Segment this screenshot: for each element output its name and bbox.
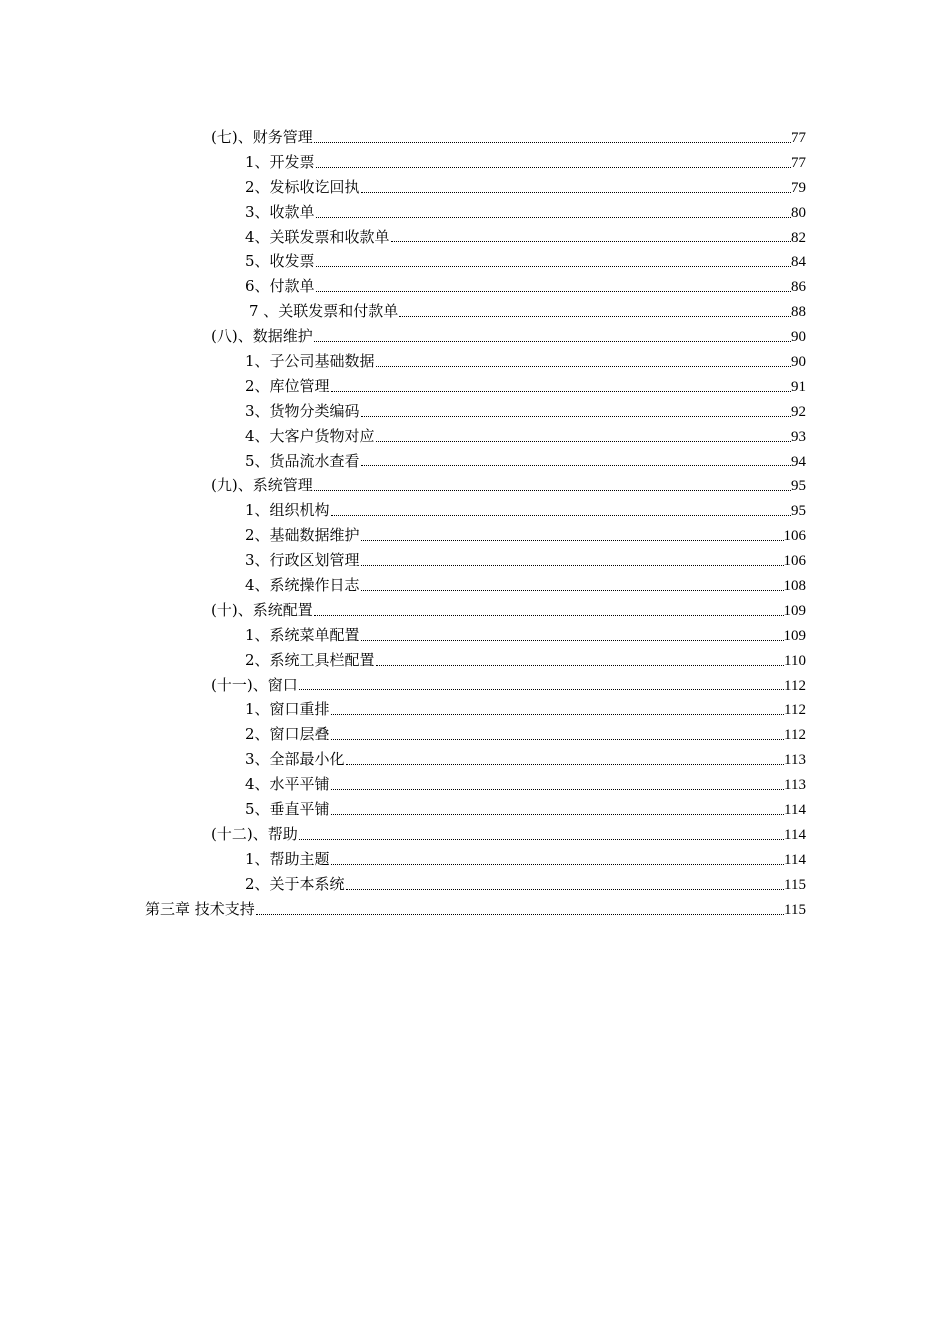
- toc-entry-label: (七)、财务管理: [211, 128, 313, 146]
- toc-entry[interactable]: [0, 125, 950, 150]
- toc-entry[interactable]: [0, 548, 950, 573]
- toc-dot-leader: [361, 523, 784, 548]
- toc-entry[interactable]: [0, 747, 950, 772]
- toc-dot-leader: [376, 349, 791, 374]
- toc-entry-label: 4、关联发票和收款单: [245, 227, 390, 246]
- toc-dot-leader: [399, 299, 791, 324]
- toc-entry[interactable]: [0, 797, 950, 822]
- toc-dot-leader: [331, 797, 785, 822]
- toc-entry-label: 3、收款单: [245, 202, 315, 221]
- toc-entry[interactable]: [0, 697, 950, 722]
- toc-entry[interactable]: [0, 623, 950, 648]
- toc-entry-label: 4、大客户货物对应: [245, 426, 375, 445]
- toc-page-number: 112: [784, 677, 806, 694]
- toc-page-number: 77: [791, 130, 806, 146]
- toc-entry-label: (十一)、窗口: [211, 675, 298, 694]
- toc-dot-leader: [346, 872, 785, 897]
- toc-entry[interactable]: [0, 424, 950, 449]
- toc-entry[interactable]: [0, 872, 950, 897]
- toc-entry-label: 2、窗口层叠: [245, 725, 330, 744]
- toc-entry[interactable]: [0, 449, 950, 474]
- toc-entry-label: 2、系统工具栏配置: [245, 650, 375, 669]
- toc-entry-label: 5、收发票: [245, 252, 315, 271]
- toc-dot-leader: [361, 449, 791, 474]
- toc-entry-label: 3、货物分类编码: [245, 401, 360, 420]
- toc-page-number: 90: [791, 329, 806, 346]
- toc-page-number: 113: [784, 777, 806, 794]
- toc-entry-label: 2、基础数据维护: [245, 526, 360, 545]
- toc-entry[interactable]: [0, 897, 950, 922]
- toc-page-number: 109: [783, 627, 806, 644]
- toc-entry[interactable]: [0, 274, 950, 299]
- toc-page-number: 109: [783, 602, 806, 619]
- toc-entry[interactable]: [0, 822, 950, 847]
- toc-dot-leader: [299, 822, 784, 847]
- toc-entry-label: 2、关于本系统: [245, 874, 345, 893]
- toc-dot-leader: [361, 548, 784, 573]
- toc-dot-leader: [331, 847, 785, 872]
- toc-page-number: 115: [784, 901, 806, 918]
- toc-dot-leader: [331, 374, 791, 399]
- toc-entry-label: 1、帮助主题: [245, 849, 330, 868]
- toc-entry[interactable]: [0, 200, 950, 225]
- toc-page-number: 86: [791, 279, 806, 296]
- toc-page-number: 95: [791, 478, 806, 495]
- toc-dot-leader: [316, 274, 791, 299]
- toc-entry[interactable]: [0, 299, 950, 324]
- toc-entry[interactable]: [0, 523, 950, 548]
- toc-page-number: 95: [791, 503, 806, 520]
- toc-page-number: 112: [784, 727, 806, 744]
- toc-entry[interactable]: [0, 648, 950, 673]
- toc-dot-leader: [316, 249, 791, 274]
- toc-entry-label: (八)、数据维护: [211, 327, 313, 346]
- toc-page-number: 106: [783, 553, 806, 570]
- toc-entry-label: 5、垂直平铺: [245, 800, 330, 819]
- toc-dot-leader: [314, 473, 791, 498]
- toc-entry[interactable]: [0, 324, 950, 349]
- toc-page-number: 93: [791, 428, 806, 445]
- toc-dot-leader: [331, 722, 785, 747]
- toc-entry[interactable]: [0, 150, 950, 175]
- toc-entry-label: 6、付款单: [245, 277, 315, 296]
- toc-dot-leader: [376, 648, 785, 673]
- toc-entry-label: 1、系统菜单配置: [245, 625, 360, 644]
- toc-entry-label: 1、开发票: [245, 152, 315, 171]
- toc-entry-label: 2、库位管理: [245, 376, 330, 395]
- toc-entry[interactable]: [0, 573, 950, 598]
- toc-entry[interactable]: [0, 225, 950, 250]
- toc-page-number: 91: [791, 378, 806, 395]
- toc-page-number: 115: [784, 876, 806, 893]
- toc-entry-label: 第三章 技术支持: [145, 899, 255, 918]
- toc-dot-leader: [256, 897, 784, 922]
- toc-entry[interactable]: [0, 598, 950, 623]
- toc-dot-leader: [316, 150, 791, 175]
- toc-page-number: 90: [791, 354, 806, 371]
- toc-dot-leader: [361, 573, 784, 598]
- toc-dot-leader: [314, 324, 791, 349]
- toc-dot-leader: [331, 772, 785, 797]
- toc-entry-label: 2、发标收讫回执: [245, 177, 360, 196]
- toc-dot-leader: [376, 424, 791, 449]
- toc-entry[interactable]: [0, 722, 950, 747]
- toc-page-number: 114: [784, 851, 806, 868]
- toc-entry-label: 4、水平平铺: [245, 775, 330, 794]
- toc-page-number: 88: [791, 304, 806, 321]
- toc-entry-label: 5、货品流水查看: [245, 451, 360, 470]
- toc-entry-label: (九)、系统管理: [211, 476, 313, 495]
- toc-entry-label: 1、窗口重排: [245, 700, 330, 719]
- toc-entry[interactable]: [0, 772, 950, 797]
- toc-entry[interactable]: [0, 498, 950, 523]
- toc-page-number: 82: [791, 229, 806, 246]
- toc-entry-label: 1、组织机构: [245, 501, 330, 520]
- toc-page-number: 114: [784, 826, 806, 843]
- toc-page-number: 92: [791, 403, 806, 420]
- toc-page-number: 77: [791, 154, 806, 171]
- toc-dot-leader: [314, 598, 784, 623]
- toc-entry-label: 4、系统操作日志: [245, 576, 360, 595]
- toc-entry-label: (十二)、帮助: [211, 824, 298, 843]
- toc-page-number: 84: [791, 254, 806, 271]
- toc-entry-label: 7 、关联发票和付款单: [249, 302, 399, 321]
- toc-dot-leader: [316, 200, 791, 225]
- table-of-contents: [0, 125, 950, 922]
- toc-dot-leader: [361, 623, 784, 648]
- toc-entry[interactable]: [0, 249, 950, 274]
- toc-entry[interactable]: [0, 473, 950, 498]
- toc-page-number: 108: [783, 578, 806, 595]
- toc-entry-label: 3、全部最小化: [245, 750, 345, 769]
- toc-dot-leader: [331, 498, 791, 523]
- toc-dot-leader: [299, 673, 784, 698]
- toc-dot-leader: [346, 747, 785, 772]
- toc-entry[interactable]: [0, 175, 950, 200]
- toc-entry[interactable]: [0, 349, 950, 374]
- toc-dot-leader: [361, 175, 791, 200]
- toc-entry[interactable]: [0, 673, 950, 698]
- toc-page-number: 114: [784, 802, 806, 819]
- toc-page-number: 79: [791, 179, 806, 196]
- toc-dot-leader: [361, 399, 791, 424]
- toc-dot-leader: [331, 697, 785, 722]
- toc-page-number: 106: [783, 528, 806, 545]
- toc-dot-leader: [314, 125, 791, 150]
- toc-entry-label: (十)、系统配置: [211, 600, 313, 619]
- toc-entry-label: 1、子公司基础数据: [245, 352, 375, 371]
- toc-page-number: 94: [791, 453, 806, 470]
- toc-page-number: 113: [784, 752, 806, 769]
- toc-entry[interactable]: [0, 847, 950, 872]
- toc-entry-label: 3、行政区划管理: [245, 551, 360, 570]
- toc-page-number: 112: [784, 702, 806, 719]
- toc-page-number: 110: [784, 652, 806, 669]
- toc-entry[interactable]: [0, 374, 950, 399]
- toc-entry[interactable]: [0, 399, 950, 424]
- toc-dot-leader: [391, 225, 791, 250]
- toc-page-number: 80: [791, 204, 806, 221]
